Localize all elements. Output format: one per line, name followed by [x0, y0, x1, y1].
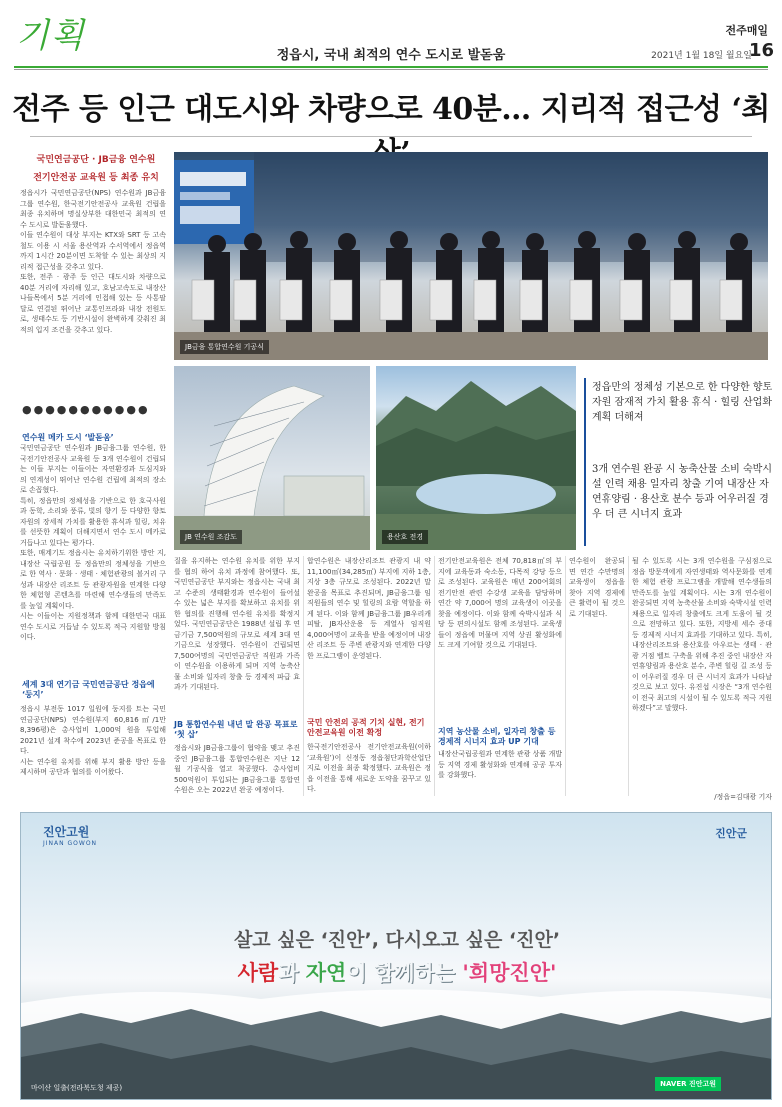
- ceremony-photo: [174, 152, 768, 360]
- subhead-nps: 세계 3대 연기금 국민연금공단 정읍에 ‘둥지’: [22, 680, 155, 699]
- header-divider-thin: [14, 69, 768, 70]
- article-column-2b: 정읍시와 JB금융그룹이 협약을 맺고 추진 중인 JB금융그룹 통합연수원은 지난 12월 기공식을 열고 착공했다. 총사업비 500억원이 투입되는 JB금융그룹 통합연수원은 오는 2022년 완공 예정이다.: [174, 744, 300, 794]
- lead-body: [20, 188, 166, 394]
- paragraph: 정읍시가 국민연금공단(NPS) 연수원과 JB금융그룹 연수원, 한국전기안전공사 교육원 건립을 최종 유치하며 명실상부한 대한민국 최적의 연수 도시로 발돋움했다.: [20, 189, 166, 229]
- lake-photo: [376, 366, 576, 550]
- tagline-word-nature: 자연: [305, 961, 347, 985]
- paper-name: 전주매일: [725, 24, 768, 37]
- paragraph: 이들 연수원이 대상 부지는 KTX와 SRT 등 고속철도 이용 시 서울 용산역과 수서역에서 정읍역까지 1시간 20분이면 도착할 수 있는 최상의 지리적 접근성을 갖추고 있다.: [20, 231, 166, 271]
- headline-divider: [30, 136, 752, 137]
- header-divider: [14, 66, 768, 68]
- column-rule: [434, 556, 435, 796]
- building-photo: [174, 366, 370, 550]
- subhead-economy: 지역 농산물 소비, 일자리 창출 등 경제적 시너지 효과 UP 기대: [438, 727, 556, 746]
- paragraph: 시는 이들이는 지원정책과 함께 대한민국 대표 연수 도시로 거듭날 수 있도록 적극 지원할 방침이다.: [20, 612, 166, 641]
- lake-caption: 용산호 전경: [382, 530, 428, 544]
- ad-photo-credit: 마이산 일출(전라북도청 제공): [31, 1084, 123, 1092]
- article-column-2: 질을 유지하는 연수원 유치를 위한 부지를 협의 하여 유치 과정에 참여했다. 또, 국민연금공단 부지와는 정읍시는 국내 최고 수준의 생태환경과 연수원이 들어설 수 있는 넓은 부지를 확보하고 유치를 위한 협의를 진행해 연수원 유치를 확정지었다. 국민연금공단은 1988년 설립 후 연금기금 7,500억원의 규모로 세계 3대 연기금으로 성장했다. 연수원이 건립되면 7,500여명의 국민연금공단 직원과 가족이 연수원을 이용하게 되며 지역 농축산물 소비와 일자리 창출 등 경제적 파급 효과가 기대된다.: [174, 557, 300, 691]
- article-column-3: 합연수원은 내장산리조트 관광지 내 약 11,100㎡(34,285㎡) 부지에 지하 1층, 지상 3층 규모로 조성된다. 2022년 말 완공을 목표로 추진되며, JB금융그룹 임직원들의 연수 및 힐링의 요람 역할을 하게 된다. 이와 함께 JB금융그룹 JB우리캐피탈, JB자산운용 등 계열사 임직원 4,000여명이 교육을 받을 예정이며 내장산 리조트 등 주변 관광지와 연계한 다양한 프로그램이 운영된다.: [307, 557, 431, 660]
- subhead-mecca: 연수원 메카 도시 ‘발돋움’: [22, 433, 114, 442]
- article-column-4: 전기안전교육원은 전체 70,818㎡의 부지에 교육동과 숙소동, 다목적 강당 등으로 조성된다. 교육원은 매년 200여회의 전기안전 관련 수강생 교육을 담당하며 연간 약 7,000여 명의 교육생이 이곳을 찾을 예정이다. 이와 함께 숙박시설과 식당 등 편의시설도 함께 조성된다. 교육생들이 정읍에 머물며 지역 상권 활성화에도 크게 기여할 것으로 기대된다.: [438, 557, 562, 649]
- paragraph: 시는 연수원 유치를 위해 부지 활용 방안 등을 제시하며 공단과 협의를 이어왔다.: [20, 757, 166, 776]
- quote-bar: [584, 378, 586, 546]
- header-title: 정읍시, 국내 최적의 연수 도시로 발돋움: [276, 48, 506, 63]
- paragraph: 또한, 전주 · 광주 등 인근 대도시와 차량으로 40분 거리에 자리해 있고, 호남고속도로 내장산 나들목에서 5분 거리에 인접해 있는 등 사통팔달로 연결된 뛰어난 교통인프라와 내장 전원도로, 생태수도 등 기반시설이 완벽하게 갖춰진 최적의 입지 조건을 갖추고 있다.: [20, 273, 166, 334]
- column-rule: [628, 556, 629, 796]
- headline: 전주 등 인근 대도시와 차량으로 40분… 지리적 접근성 ‘최: [12, 92, 770, 127]
- article-column-5: 될 수 있도록 시는 3개 연수원을 구심점으로 정읍 방문객에게 자연생태와 역사문화를 연계한 체험 관광 프로그램을 개발해 연수생들의 만족도를 높일 계획이다. 시는 3개 연수원이 완공되면 지역 농축산물 소비와 숙박시설 인력 채용으로 일자리 창출에도 크게 도움이 될 것으로 전망하고 있다. 또한, 지방세 세수 증대 등 경제적 시너지 효과를 기대하고 있다. 특히, 내장산리조트와 용산호를 아우르는 생태 · 관광 거점 벨트 구축을 위해 추진 중인 내장산 자연휴양림과 용산호 분수, 주변 힐링 길 조성 등이 어우러질 경우 더 큰 시너지 효과가 나타날 것으로 보고 있다. 유진섭 시장은 “3개 연수원이 전국 최고의 시설이 될 수 있도록 적극 지원하겠다”고 말했다.: [632, 557, 772, 712]
- pull-quote-2: 3개 연수원 완공 시 농축산물 소비 숙박시설 인력 채용 일자리 창출 기여 내장산 자연휴양림 · 용산호 분수 등과 어우러질 경우 더 큰 시너지 효과: [592, 464, 772, 520]
- section-tag: 기획: [16, 16, 86, 56]
- lead-line-2: 전기안전공 교육원 등 최종 유치: [33, 173, 159, 183]
- ceremony-caption: JB금융 통합연수원 기공식: [180, 340, 269, 354]
- tagline-word: 과: [278, 961, 306, 985]
- jinan-county-logo: 진안군: [715, 827, 747, 840]
- subhead-jb: JB 통합연수원 내년 말 완공 목표로 ‘첫 삽’: [174, 720, 298, 739]
- tagline-word: 이 함께하는: [346, 961, 463, 985]
- tagline-word-hope: '희망진안': [462, 961, 557, 985]
- jinan-gowon-logo: 진안고원: [43, 825, 90, 839]
- naver-search-badge[interactable]: NAVER 진안고원: [655, 1077, 721, 1091]
- article-column-6: 연수원이 완공되면 연간 수만명의 교육생이 정읍을 찾아 지역 경제에 큰 활력이 될 것으로 기대된다.: [569, 557, 625, 618]
- jinan-advertisement: [20, 812, 772, 1100]
- lake-illustration: [376, 366, 576, 550]
- paragraph: 특히, 정읍만의 정체성을 기반으로 한 호국사원과 동학, 소리와 풍류, 빛의 향기 등 다양한 향토자원의 장세적 가치를 활용한 휴식과 힐링, 치유를 선뜻한 계획이 더해지면서 연수 도시 메카로 거듭나고 있다는 평가다.: [20, 496, 166, 547]
- paragraph: 국민연금공단 연수원과 JB금융그룹 연수원, 한국전기안전공사 교육원 등 3개 연수원이 건립되는 이들 부지는 이들이는 자연환경과 도심지와의 연계성이 뛰어난 연수원 건립에 최적의 장소로 손꼽혔다.: [20, 444, 166, 494]
- column-rule: [565, 556, 566, 796]
- column-rule: [303, 556, 304, 796]
- ceremony-illustration: [174, 152, 768, 360]
- dotted-divider: ●●●●●●●●●●●: [22, 403, 150, 416]
- ad-tagline-1: 살고 싶은 ‘진안’, 다시오고 싶은 ‘진안’: [233, 929, 561, 951]
- article-body-left: [20, 443, 166, 673]
- paper-date: 2021년 1월 18일 월요일: [651, 51, 752, 61]
- ad-tagline-2: [21, 957, 772, 987]
- jinan-gowon-logo-sub: JINAN GOWON: [43, 840, 98, 847]
- lead-line-1: 국민연금공단 · JB금융 연수원: [36, 155, 156, 165]
- paragraph: 또한, 매계기도 정읍시는 유치하기위한 방안 지, 내장산 국립공원 등 정읍만의 정체성을 기반으로 한 역사 · 문화 · 생태 · 체험관광의 볼거리 구성과 내장산 리조트 등 관광자원을 연계한 다양한 체험형 콘텐츠를 마련해 연수생들의 만족도를 높일 계획이다.: [20, 549, 166, 610]
- byline: /정읍=김대광 기자: [714, 793, 772, 801]
- page-number: 16: [748, 40, 774, 61]
- article-column-3b: 한국전기안전공사 전기안전교육원(이하 ‘교육원’)이 신정동 정읍첨단과학산업단지로 이전을 최종 확정했다. 교육원은 정읍 이전을 통해 새로운 도약을 꿈꾸고 있다.: [307, 743, 431, 793]
- pull-quote-1: 정읍만의 정체성 기본으로 한 다양한 향토자원 잠재적 가치 활용 휴식 · 힐링 산업화 계획 더해져: [592, 382, 773, 423]
- building-illustration: [174, 366, 370, 550]
- building-caption: JB 연수원 조감도: [180, 530, 242, 544]
- tagline-word-people: 사람: [237, 961, 279, 985]
- subhead-kesco: 국민 안전의 공적 기치 실현, 전기안전교육원 이전 확정: [307, 718, 425, 737]
- paragraph: 정읍시 부전동 1017 일원에 둥지를 트는 국민연금공단(NPS) 연수원(부지 60,816㎡/1만8,396평)은 총사업비 1,000억 원을 투입해 2021년 설계 착수에 2023년 준공을 목표로 한다.: [20, 705, 166, 755]
- article-column-4b: 내장산국립공원과 연계한 관광 상품 개발 등 지역 경제 활성화와 연계해 공공 투자를 강화했다.: [438, 750, 562, 779]
- article-body-nps: [20, 704, 166, 799]
